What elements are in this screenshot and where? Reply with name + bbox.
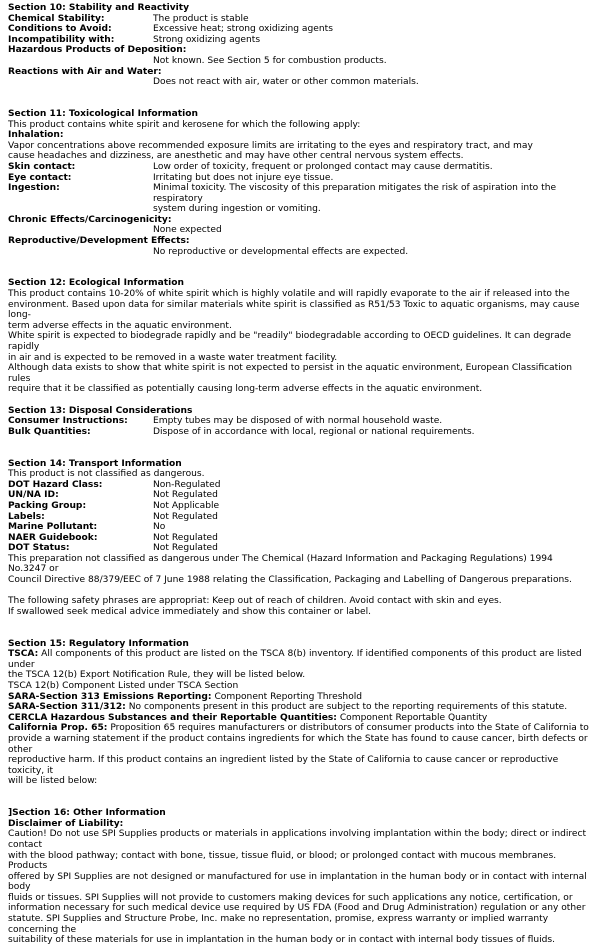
reactions-air-water-label: Reactions with Air and Water: <box>8 66 162 77</box>
section-14-title: Section 14: Transport Information <box>8 458 182 469</box>
bulk-quantities-label: Bulk Quantities: <box>8 426 91 437</box>
section-16-title: ]Section 16: Other Information <box>8 808 166 819</box>
transport-label: DOT Status: <box>8 543 70 554</box>
tsca-text-2: the TSCA 12(b) Export Notification Rule, they will be listed below. <box>8 670 306 681</box>
eye-contact-value: Irritating but does not injure eye tissue. <box>153 172 334 183</box>
chemical-stability-label: Chemical Stability: <box>8 13 105 24</box>
ingestion-row <box>8 183 592 215</box>
section-13 <box>8 406 592 438</box>
transport-value: Non-Regulated <box>153 479 221 490</box>
transport-row <box>8 480 592 491</box>
inhalation-label: Inhalation: <box>8 130 64 141</box>
tsca-section-header: Listed under TSCA Section <box>118 681 239 691</box>
ecological-text-7: require that it be classified as potentially causing long-term adverse effects in the aquatic environment. <box>8 384 483 395</box>
cercla-value: Component Reportable Quantity <box>336 712 488 723</box>
california-text-2: provide a warning statement if the product contains ingredients for which the State has found to cause cancer, birth defects or other <box>8 733 588 755</box>
consumer-instructions-value: Empty tubes may be disposed of with normal household waste. <box>153 416 443 427</box>
skin-contact-label: Skin contact: <box>8 161 76 172</box>
transport-label: NAER Guidebook: <box>8 532 98 543</box>
section-14 <box>8 459 592 618</box>
california-text-1: Proposition 65 requires manufacturers or distributors of consumer products into the State of California to <box>107 723 589 734</box>
incompatibility-value: Strong oxidizing agents <box>153 34 261 45</box>
transport-value: No <box>153 522 166 533</box>
section-11 <box>8 109 592 257</box>
tsca-component-header: TSCA 12(b) Component <box>8 681 115 691</box>
ecological-text-4: White spirit is expected to biodegrade rapidly and be "readily" biodegradable according to OECD guidelines. It can degrade rapidly <box>8 331 572 352</box>
disclaimer-text: fluids or tissues. SPI Supplies will not provide to customers making devices for such applications any notice, certification, or <box>8 892 573 903</box>
bulk-quantities-row <box>8 427 592 438</box>
sara-311-label: SARA-Section 311/312: <box>8 702 126 713</box>
ingestion-value <box>153 183 592 215</box>
skin-contact-value: Low order of toxicity, frequent or prolonged contact may cause dermatitis. <box>153 161 493 172</box>
section-10 <box>8 3 592 88</box>
transport-row <box>8 522 592 533</box>
conditions-to-avoid-label: Conditions to Avoid: <box>8 24 112 35</box>
reactions-air-water-value: Does not react with air, water or other common materials. <box>153 77 419 88</box>
california-text-4: will be listed below: <box>8 776 98 787</box>
chronic-effects-value: None expected <box>153 225 222 236</box>
disclaimer-text: Caution! Do not use SPI Supplies products or materials in applications involving implantation within the body; direct or indirect contact <box>8 829 587 850</box>
chemical-stability-value: The product is stable <box>153 13 249 24</box>
sara-313-line <box>8 692 592 703</box>
inhalation-text-2: cause headaches and dizziness, are anesthetic and may have other central nervous system effects. <box>8 151 464 162</box>
disclaimer-text: with the blood pathway; contact with bone, tissue, tissue fluid, or blood; or prolonged contact with mucous membranes. Products <box>8 850 557 872</box>
chemical-stability-row <box>8 14 592 25</box>
tsca-text-1: All components of this product are listed on the TSCA 8(b) inventory. If identified components of this product are listed under <box>8 649 582 670</box>
transport-row <box>8 533 592 544</box>
transport-label: UN/NA ID: <box>8 490 59 501</box>
ecological-text-2: environment. Based upon data for similar materials white spirit is classified as R51/53 Toxic to aquatic organisms, may cause long- <box>8 299 580 321</box>
disclaimer-label: Disclaimer of Liability: <box>8 818 124 829</box>
transport-note-2: Council Directive 88/379/EEC of 7 June 1988 relating the Classification, Packaging and Labelling of Dangerous preparations. <box>8 575 572 586</box>
safety-phrases-2: If swallowed seek medical advice immediately and show this container or label. <box>8 606 371 617</box>
safety-phrases-1: The following safety phrases are appropriat: Keep out of reach of children. Avoid contact with skin and eyes. <box>8 596 502 607</box>
disclaimer-text: statute. SPI Supplies and Structure Probe, Inc. make no representation, promise, express warranty or implied warranty concerning the <box>8 914 549 935</box>
transport-value: Not Regulated <box>153 490 218 501</box>
california-line-1 <box>8 723 592 734</box>
transport-row <box>8 543 592 554</box>
transport-row <box>8 501 592 512</box>
ecological-text-3: term adverse effects in the aquatic environment. <box>8 320 232 331</box>
reproductive-effects-value: No reproductive or developmental effects are expected. <box>153 246 409 257</box>
sara-311-value: No components present in this product are subject to the reporting requirements of this statute. <box>125 702 568 713</box>
conditions-to-avoid-row <box>8 24 592 35</box>
transport-row <box>8 512 592 523</box>
ecological-text-6: Although data exists to show that white spirit is not expected to persist in the aquatic environment, European Classification rules <box>8 363 573 384</box>
conditions-to-avoid-value: Excessive heat; strong oxidizing agents <box>153 24 333 35</box>
tsca-line-1 <box>8 649 592 670</box>
skin-contact-row <box>8 162 592 173</box>
transport-label: DOT Hazard Class: <box>8 479 103 490</box>
tsca-subheader <box>8 681 592 692</box>
transport-note-1: This preparation not classified as dangerous under The Chemical (Hazard Information and Packaging Regulations) 1994 No.3247 or <box>8 553 553 575</box>
cercla-line <box>8 713 592 724</box>
consumer-instructions-label: Consumer Instructions: <box>8 416 128 427</box>
section-10-title: Section 10: Stability and Reactivity <box>8 3 190 13</box>
sara-313-value: Component Reporting Threshold <box>211 691 363 702</box>
inhalation-text-1: Vapor concentrations above recommended exposure limits are irritating to the eyes and respiratory tract, and may <box>8 140 533 151</box>
transport-value: Not Regulated <box>153 543 218 554</box>
section-16 <box>8 808 592 946</box>
disclaimer-text: offered by SPI Supplies are not designed or manufactured for use in implantation in the human body or in contact with internal body <box>8 871 587 893</box>
transport-value: Not Applicable <box>153 500 220 511</box>
section-12-title: Section 12: Ecological Information <box>8 278 184 289</box>
disclaimer-text: information necessary for such medical device use required by US FDA (Food and Drug Administration) regulation or any other <box>8 903 586 914</box>
transport-label: Labels: <box>8 511 45 522</box>
transport-label: Packing Group: <box>8 500 87 511</box>
hazardous-products-value: Not known. See Section 5 for combustion products. <box>153 55 387 66</box>
cercla-label: CERCLA Hazardous Substances and their Reportable Quantities: <box>8 712 337 723</box>
ecological-text-5: in air and is expected to be removed in a waste water treatment facility. <box>8 352 338 363</box>
california-label: California Prop. 65: <box>8 723 108 734</box>
eye-contact-row <box>8 173 592 184</box>
transport-row <box>8 490 592 501</box>
eye-contact-label: Eye contact: <box>8 172 72 183</box>
sara-311-line <box>8 702 592 713</box>
transport-value: Not Regulated <box>153 511 218 522</box>
ingestion-label: Ingestion: <box>8 183 60 194</box>
bulk-quantities-value: Dispose of in accordance with local, regional or national requirements. <box>153 426 475 437</box>
section-15 <box>8 639 592 787</box>
ingestion-value-line-2: system during ingestion or vomiting. <box>153 204 321 215</box>
chronic-effects-label: Chronic Effects/Carcinogenicity: <box>8 214 172 225</box>
section-11-title: Section 11: Toxicological Information <box>8 108 198 119</box>
section-12 <box>8 278 592 395</box>
reproductive-effects-label: Reproductive/Development Effects: <box>8 236 190 247</box>
tsca-label: TSCA: <box>8 649 39 660</box>
ingestion-value-line-1: Minimal toxicity. The viscosity of this preparation mitigates the risk of aspiration into the respiratory <box>153 183 557 204</box>
consumer-instructions-row <box>8 416 592 427</box>
ecological-text-1: This product contains 10-20% of white spirit which is highly volatile and will rapidly evaporate to the air if released into the <box>8 289 570 300</box>
disclaimer-text: suitability of these materials for use in implantation in the human body or in contact with internal body tissues of fluids. <box>8 935 556 946</box>
section-15-title: Section 15: Regulatory Information <box>8 638 189 649</box>
toxicology-intro: This product contains white spirit and kerosene for which the following apply: <box>8 119 361 130</box>
section-13-title: Section 13: Disposal Considerations <box>8 405 193 416</box>
sara-313-label: SARA-Section 313 Emissions Reporting: <box>8 691 212 702</box>
transport-value: Not Regulated <box>153 532 218 543</box>
california-text-3: reproductive harm. If this product contains an ingredient listed by the State of California to cause cancer or reproductive toxicity, it <box>8 755 559 776</box>
hazardous-products-label: Hazardous Products of Deposition: <box>8 45 187 56</box>
transport-label: Marine Pollutant: <box>8 522 98 533</box>
incompatibility-row <box>8 35 592 46</box>
transport-intro: This product is not classified as dangerous. <box>8 469 205 480</box>
incompatibility-label: Incompatibility with: <box>8 34 115 45</box>
